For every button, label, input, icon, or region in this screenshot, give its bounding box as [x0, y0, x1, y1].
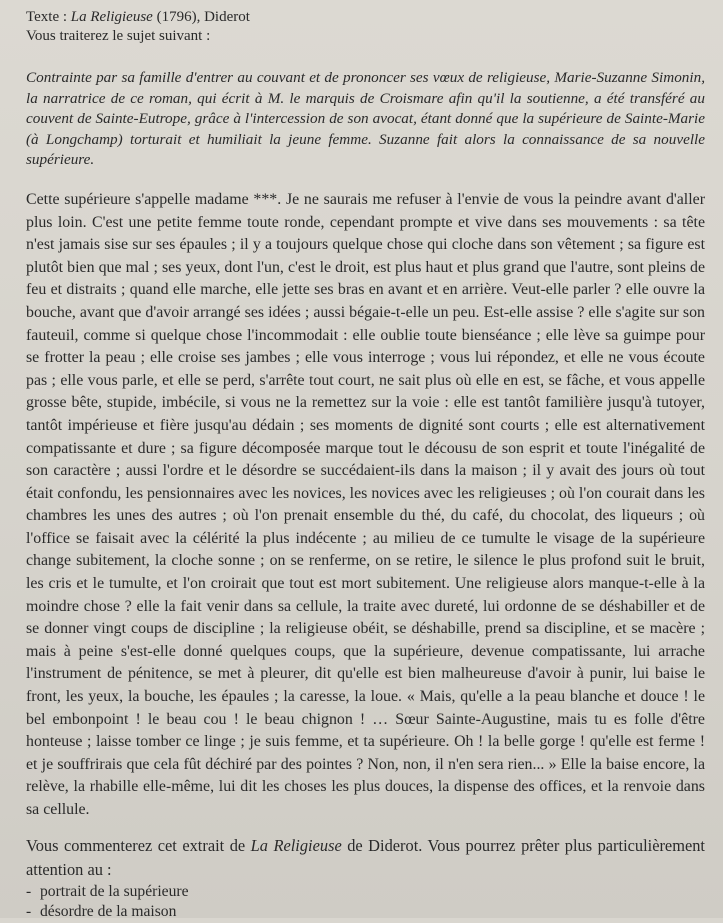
extract-paragraph: Cette supérieure s'appelle madame ***. Je ne saurais me refuser à l'envie de vous la peindre avant d'aller plus loin. C'est une petite femme toute ronde, cependant prompte et vive dans ses mouvements : sa tête n'est jamais sise sur ses épaules ; il y a toujours quelque chose qui cloche dans son vêtement ; sa figure est plutôt bien que mal ; ses yeux, dont l'un, c'est le droit, est plus haut et plus grand que l'autre, sont pleins de feu et distraits ; quand elle marche, elle jette ses bras en avant et en arrière. Veut-elle parler ? elle ouvre la bouche, avant que d'avoir arrangé ses idées ; aussi bégaie-t-elle un peu. Est-elle assise ? elle s'agite sur son fauteuil, comme si quelque chose l'incommodait : elle oublie toute bienséance ; elle lève sa guimpe pour se frotter la peau ; elle croise ses jambes ; elle vous interroge ; vous lui répondez, et elle ne vous écoute pas ; elle vous parle, et elle se perd, s'arrête tout court, ne sait plus où elle en est, se fâche, et vous appelle grosse bête, stupide, imbécile, si vous ne la remettez sur la voie : elle est tantôt familière jusqu'à tutoyer, tantôt impérieuse et fière jusqu'au dédain ; ses moments de dignité sont courts ; elle est alternativement compatissante et dure ; sa figure décomposée marque tout le décousu de son esprit et toute l'inégalité de son caractère ; aussi l'ordre et le désordre se succédaient-ils dans la maison ; il y avait des jours où tout était confondu, les pensionnaires avec les novices, les novices avec les religieuses ; où l'on courait dans les chambres les unes des autres ; où l'on prenait ensemble du thé, du café, du chocolat, des liqueurs ; où l'office se faisait avec la célérité la plus indécente ; au milieu de ce tumulte le visage de la supérieure change subitement, la cloche sonne ; on se renferme, on se retire, le silence le plus profond suit le bruit, les cris et le tumulte, et l'on croirait que tout est mort subitement. Une religieuse alors manque-t-elle à la moindre chose ? elle la fait venir dans sa cellule, la traite avec dureté, lui ordonne de se déshabiller et de se donner vingt coups de discipline ; la religieuse obéit, se déshabille, prend sa discipline, et se macère ; mais à peine s'est-elle donné quelques coups, que la supérieure, devenue compatissante, lui arrache l'instrument de pénitence, se met à pleurer, dit qu'elle est bien malheureuse d'avoir à punir, lui baise le front, les yeux, la bouche, les épaules ; la caresse, la loue. « Mais, qu'elle a la peau blanche et douce ! le bel embonpoint ! le beau cou ! le beau chignon ! … Sœur Sainte-Augustine, mais tu es folle d'être honteuse ; laisse tomber ce linge ; je suis femme, et ta supérieure. Oh ! la belle gorge ! qu'elle est ferme ! et je souffrirais que cela fût déchiré par des pointes ? Non, non, il n'en sera rien... » Elle la baise encore, la relève, la rhabille elle-même, lui dit les choses les plus douces, la dispense des offices, et la renvoie dans sa cellule. — [26, 190, 705, 818]
subject-line: Vous traiterez le sujet suivant : — [26, 28, 211, 44]
text-source-line — [26, 8, 705, 27]
focus-item-portrait: - portrait de la supérieure — [26, 882, 705, 903]
instructions-suffix: de Diderot. Vous pourrez prêter plus particulièrement attention au : — [26, 835, 705, 879]
focus-list — [26, 882, 705, 923]
text-prefix: Texte : — [26, 9, 71, 25]
instructions-paragraph — [26, 834, 705, 882]
instructions-prefix: Vous commenterez cet extrait de — [26, 835, 251, 855]
work-title: La Religieuse — [70, 9, 153, 25]
intro-paragraph: Contrainte par sa famille d'entrer au couvant et de prononcer ses vœux de religieuse, Marie-Suzanne Simonin, la narratrice de ce roman, qui écrit à M. le marquis de Croismare afin qu'il la soutienne, a été transféré au couvent de Sainte-Eutrope, grâce à l'intercession de son avocat, étant donné que la supérieure de Sainte-Marie (à Longchamp) torturait et humiliait la jeune femme. Suzanne fait alors la connaissance de sa nouvelle supérieure. — [26, 69, 705, 169]
text-suffix: (1796), Diderot — [152, 9, 250, 25]
focus-item-disorder: - désordre de la maison — [26, 902, 705, 923]
instructions-work-title: La Religieuse — [250, 835, 342, 855]
